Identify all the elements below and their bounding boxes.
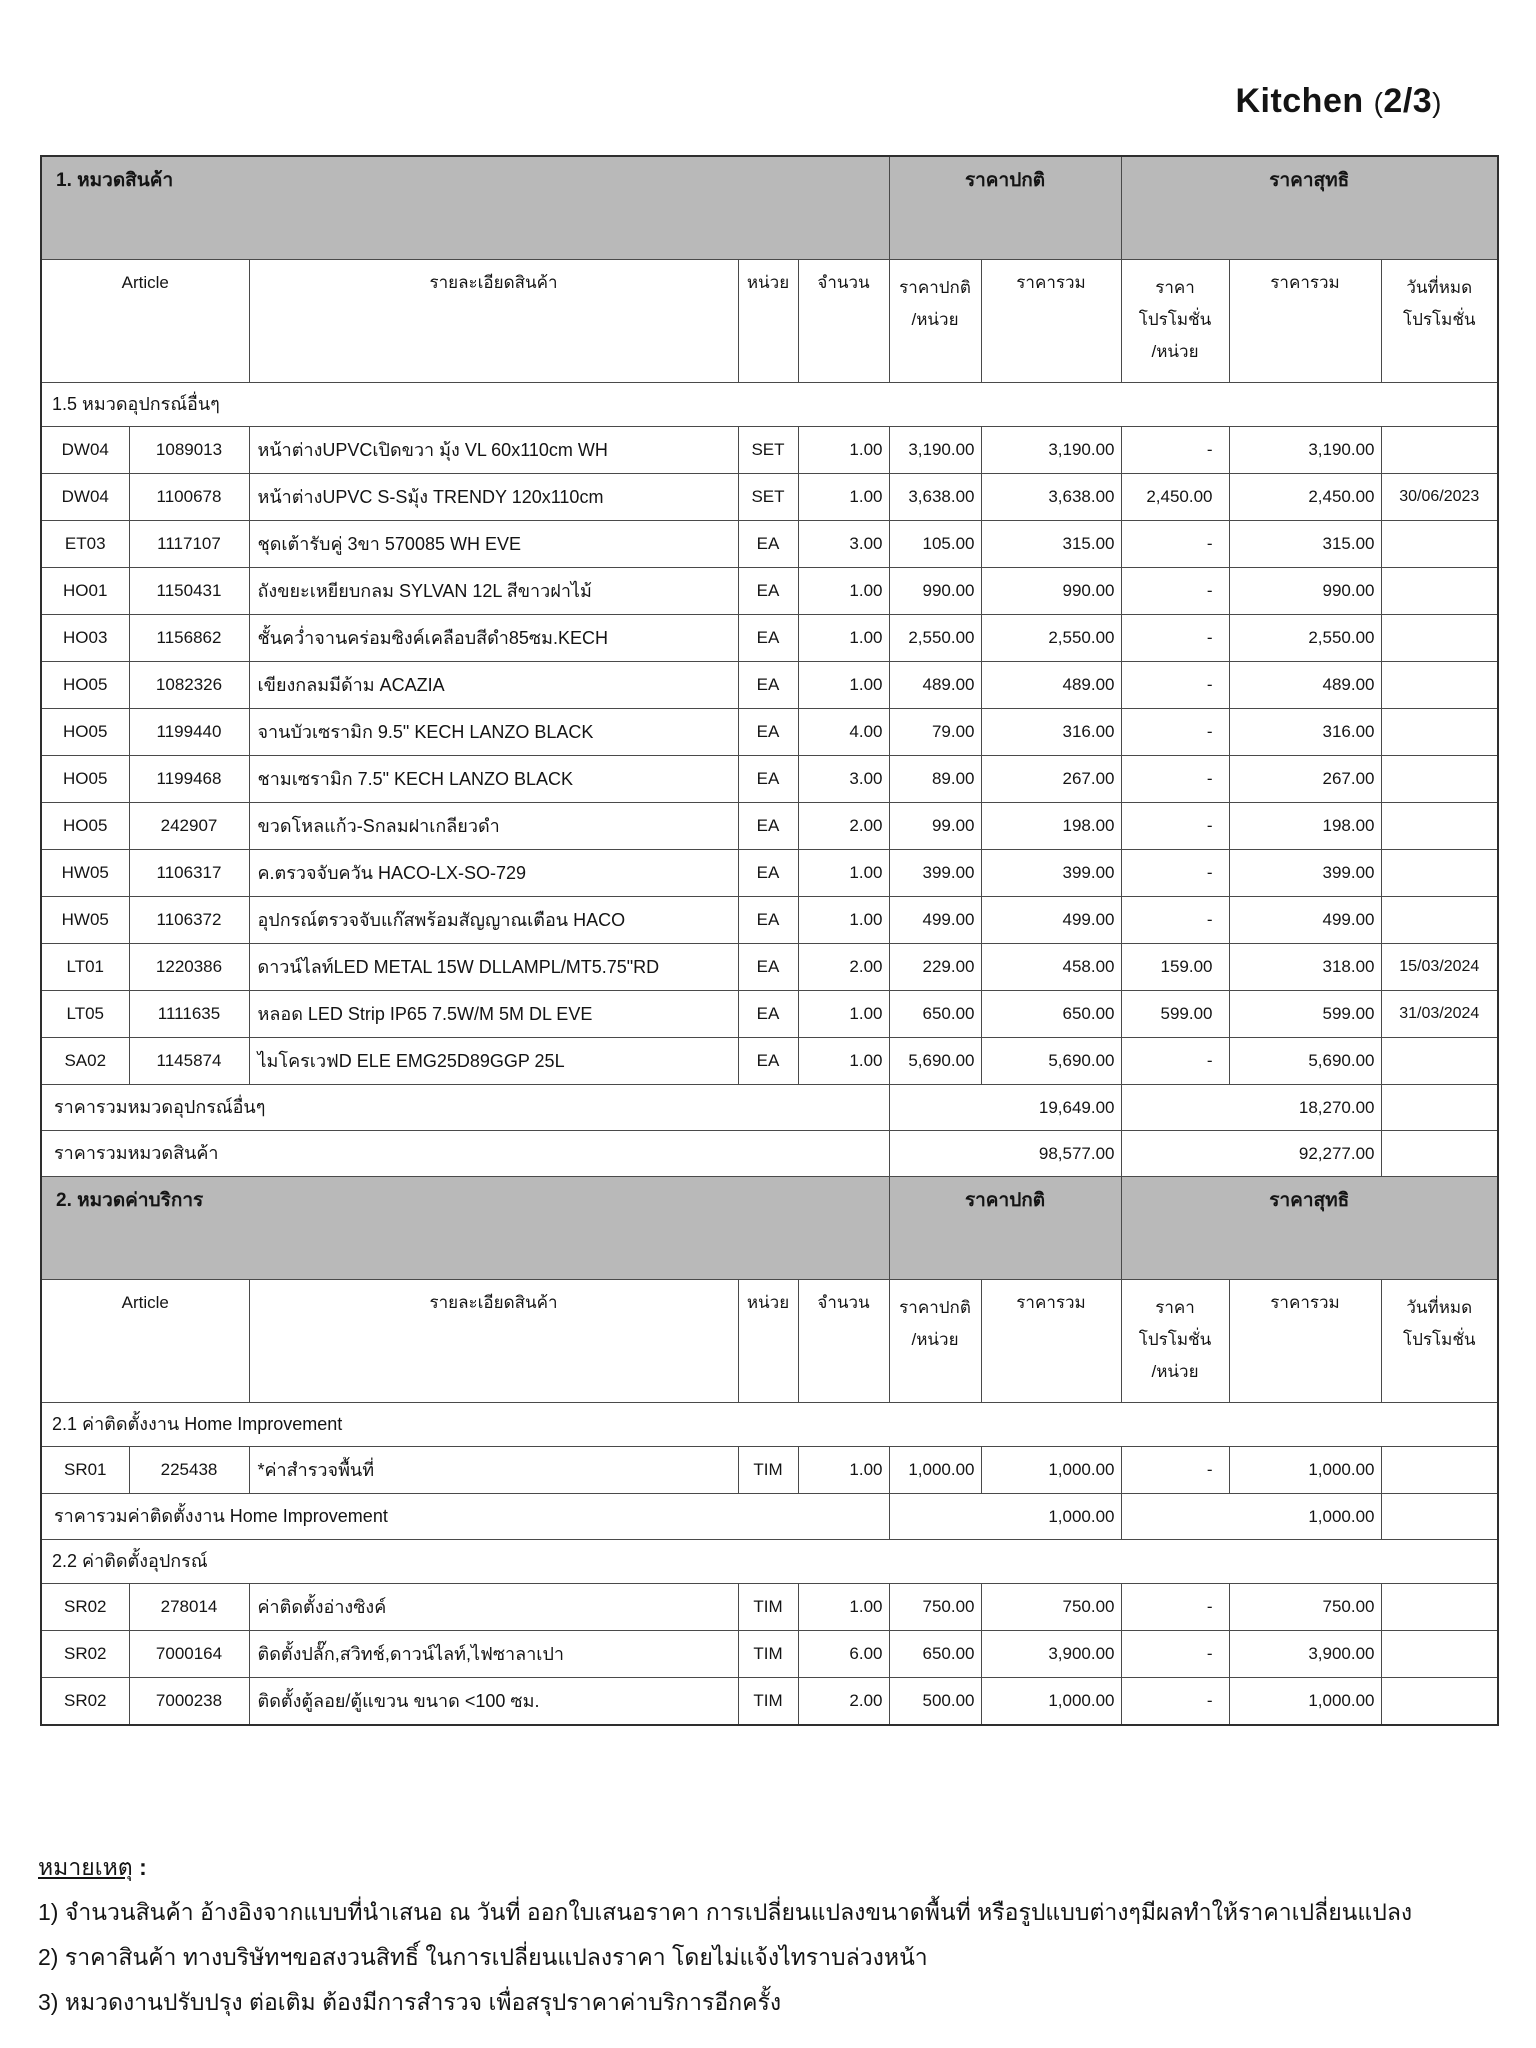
promo-total-cell: 318.00 xyxy=(1229,944,1381,991)
note-line: 2) ราคาสินค้า ทางบริษัทฯขอสงวนสิทธิ์ ในการเปลี่ยนแปลงราคา โดยไม่แจ้งไทราบล่วงหน้า xyxy=(38,1944,928,1970)
normal-total-cell: 267.00 xyxy=(981,756,1121,803)
promo-unit-price-cell: - xyxy=(1121,1447,1229,1494)
item-code: SR01 xyxy=(41,1447,129,1494)
table-row xyxy=(41,474,1498,521)
qty-cell: 1.00 xyxy=(798,615,889,662)
col-promo-end: วันที่หมด โปรโมชั่น xyxy=(1381,260,1498,383)
promo-end-cell xyxy=(1381,1038,1498,1085)
promo-unit-price-cell: - xyxy=(1121,521,1229,568)
subtotal-products-row xyxy=(41,1131,1498,1177)
promo-end-cell xyxy=(1381,1631,1498,1678)
item-code: HO05 xyxy=(41,709,129,756)
normal-unit-price-cell: 99.00 xyxy=(889,803,981,850)
unit-cell: EA xyxy=(738,991,798,1038)
table-row xyxy=(41,1678,1498,1726)
item-description: ชั้นคว่ำจานคร่อมซิงค์เคลือบสีดำ85ซม.KECH xyxy=(249,615,738,662)
promo-total-cell: 750.00 xyxy=(1229,1584,1381,1631)
promo-unit-price-cell: - xyxy=(1121,803,1229,850)
promo-unit-price-cell: - xyxy=(1121,568,1229,615)
item-code: LT05 xyxy=(41,991,129,1038)
promo-end-cell xyxy=(1381,1447,1498,1494)
subsection-2-1-title: 2.1 ค่าติดตั้งงาน Home Improvement xyxy=(41,1403,1498,1447)
normal-unit-price-cell: 89.00 xyxy=(889,756,981,803)
subtotal-net-total: 92,277.00 xyxy=(1121,1131,1381,1177)
item-code: SR02 xyxy=(41,1584,129,1631)
subtotal-normal-total: 19,649.00 xyxy=(889,1085,1121,1131)
group-net-price: ราคาสุทธิ xyxy=(1121,1177,1498,1280)
subtotal-empty-cell xyxy=(1381,1131,1498,1177)
item-code: LT01 xyxy=(41,944,129,991)
col-qty: จำนวน xyxy=(798,1280,889,1403)
promo-total-cell: 1,000.00 xyxy=(1229,1447,1381,1494)
article-number: 1199440 xyxy=(129,709,249,756)
unit-cell: EA xyxy=(738,756,798,803)
item-description: หน้าต่างUPVC S-Sมุ้ง TRENDY 120x110cm xyxy=(249,474,738,521)
col-promo-total: ราคารวม xyxy=(1229,260,1381,383)
note-line: 1) จำนวนสินค้า อ้างอิงจากแบบที่นำเสนอ ณ วันที่ ออกใบเสนอราคา การเปลี่ยนแปลงขนาดพื้นที่ หรือรูปแบบต่างๆมีผลทำให้ราคาเปลี่ยนแปลง xyxy=(38,1899,1413,1925)
notes-header: หมายเหตุ : xyxy=(38,1854,147,1880)
article-number: 1156862 xyxy=(129,615,249,662)
normal-unit-price-cell: 650.00 xyxy=(889,1631,981,1678)
promo-end-cell xyxy=(1381,803,1498,850)
promo-unit-price-cell: - xyxy=(1121,850,1229,897)
item-description: ติดตั้งตู้ลอย/ตู้แขวน ขนาด <100 ซม. xyxy=(249,1678,738,1726)
unit-cell: SET xyxy=(738,427,798,474)
subtotal-label: ราคารวมค่าติดตั้งงาน Home Improvement xyxy=(41,1494,889,1540)
article-number: 1100678 xyxy=(129,474,249,521)
section1-column-header xyxy=(41,260,1498,383)
article-number: 7000164 xyxy=(129,1631,249,1678)
promo-total-cell: 5,690.00 xyxy=(1229,1038,1381,1085)
item-code: HO03 xyxy=(41,615,129,662)
qty-cell: 1.00 xyxy=(798,568,889,615)
promo-unit-price-cell: - xyxy=(1121,427,1229,474)
item-description: อุปกรณ์ตรวจจับแก๊สพร้อมสัญญาณเตือน HACO xyxy=(249,897,738,944)
table-row xyxy=(41,850,1498,897)
qty-cell: 2.00 xyxy=(798,803,889,850)
normal-total-cell: 2,550.00 xyxy=(981,615,1121,662)
subtotal-label: ราคารวมหมวดอุปกรณ์อื่นๆ xyxy=(41,1085,889,1131)
normal-unit-price-cell: 650.00 xyxy=(889,991,981,1038)
qty-cell: 2.00 xyxy=(798,1678,889,1726)
qty-cell: 1.00 xyxy=(798,897,889,944)
normal-total-cell: 198.00 xyxy=(981,803,1121,850)
promo-total-cell: 2,550.00 xyxy=(1229,615,1381,662)
normal-unit-price-cell: 990.00 xyxy=(889,568,981,615)
promo-total-cell: 3,190.00 xyxy=(1229,427,1381,474)
section1-title: 1. หมวดสินค้า xyxy=(41,156,889,260)
normal-total-cell: 399.00 xyxy=(981,850,1121,897)
qty-cell: 1.00 xyxy=(798,427,889,474)
promo-unit-price-cell: - xyxy=(1121,1584,1229,1631)
table-row xyxy=(41,709,1498,756)
promo-end-cell xyxy=(1381,709,1498,756)
article-number: 1089013 xyxy=(129,427,249,474)
promo-total-cell: 315.00 xyxy=(1229,521,1381,568)
col-promo-end: วันที่หมด โปรโมชั่น xyxy=(1381,1280,1498,1403)
item-code: SR02 xyxy=(41,1678,129,1726)
table-row xyxy=(41,427,1498,474)
subtotal-label: ราคารวมหมวดสินค้า xyxy=(41,1131,889,1177)
qty-cell: 1.00 xyxy=(798,850,889,897)
article-number: 225438 xyxy=(129,1447,249,1494)
normal-unit-price-cell: 79.00 xyxy=(889,709,981,756)
item-description: เขียงกลมมีด้าม ACAZIA xyxy=(249,662,738,709)
article-number: 7000238 xyxy=(129,1678,249,1726)
page-title-number: 2/3 xyxy=(1383,82,1433,120)
col-description: รายละเอียดสินค้า xyxy=(249,1280,738,1403)
table-row xyxy=(41,803,1498,850)
table-row xyxy=(41,521,1498,568)
normal-unit-price-cell: 3,190.00 xyxy=(889,427,981,474)
item-description: ค่าติดตั้งอ่างซิงค์ xyxy=(249,1584,738,1631)
item-description: ขวดโหลแก้ว-Sกลมฝาเกลียวดำ xyxy=(249,803,738,850)
qty-cell: 1.00 xyxy=(798,474,889,521)
promo-end-cell xyxy=(1381,662,1498,709)
qty-cell: 1.00 xyxy=(798,1038,889,1085)
article-number: 278014 xyxy=(129,1584,249,1631)
normal-unit-price-cell: 489.00 xyxy=(889,662,981,709)
article-number: 1082326 xyxy=(129,662,249,709)
promo-end-cell: 31/03/2024 xyxy=(1381,991,1498,1038)
promo-total-cell: 499.00 xyxy=(1229,897,1381,944)
unit-cell: EA xyxy=(738,709,798,756)
quotation-table xyxy=(40,155,1499,1726)
promo-end-cell xyxy=(1381,897,1498,944)
unit-cell: EA xyxy=(738,803,798,850)
normal-unit-price-cell: 229.00 xyxy=(889,944,981,991)
subtotal-net-total: 18,270.00 xyxy=(1121,1085,1381,1131)
article-number: 242907 xyxy=(129,803,249,850)
subsection-2-2 xyxy=(41,1540,1498,1584)
unit-cell: TIM xyxy=(738,1447,798,1494)
promo-end-cell xyxy=(1381,615,1498,662)
item-description: ชามเซรามิก 7.5" KECH LANZO BLACK xyxy=(249,756,738,803)
item-code: SR02 xyxy=(41,1631,129,1678)
normal-total-cell: 3,900.00 xyxy=(981,1631,1121,1678)
qty-cell: 1.00 xyxy=(798,991,889,1038)
table-row xyxy=(41,615,1498,662)
item-code: HW05 xyxy=(41,850,129,897)
unit-cell: EA xyxy=(738,897,798,944)
promo-total-cell: 599.00 xyxy=(1229,991,1381,1038)
subtotal-empty-cell xyxy=(1381,1494,1498,1540)
unit-cell: EA xyxy=(738,850,798,897)
unit-cell: TIM xyxy=(738,1678,798,1726)
unit-cell: EA xyxy=(738,615,798,662)
normal-unit-price-cell: 750.00 xyxy=(889,1584,981,1631)
subsection-2-2-title: 2.2 ค่าติดตั้งอุปกรณ์ xyxy=(41,1540,1498,1584)
promo-unit-price-cell: 599.00 xyxy=(1121,991,1229,1038)
page-title-main: Kitchen xyxy=(1235,82,1364,120)
item-code: HO05 xyxy=(41,756,129,803)
subtotal-equipment-row xyxy=(41,1085,1498,1131)
normal-total-cell: 489.00 xyxy=(981,662,1121,709)
normal-total-cell: 3,638.00 xyxy=(981,474,1121,521)
section2-title: 2. หมวดค่าบริการ xyxy=(41,1177,889,1280)
promo-end-cell: 15/03/2024 xyxy=(1381,944,1498,991)
section2-band xyxy=(41,1177,1498,1280)
group-net-price: ราคาสุทธิ xyxy=(1121,156,1498,260)
item-code: DW04 xyxy=(41,474,129,521)
promo-end-cell xyxy=(1381,427,1498,474)
table-row xyxy=(41,756,1498,803)
qty-cell: 1.00 xyxy=(798,1447,889,1494)
article-number: 1117107 xyxy=(129,521,249,568)
table-row xyxy=(41,897,1498,944)
item-description: จานบัวเซรามิก 9.5" KECH LANZO BLACK xyxy=(249,709,738,756)
normal-unit-price-cell: 500.00 xyxy=(889,1678,981,1726)
normal-unit-price-cell: 5,690.00 xyxy=(889,1038,981,1085)
qty-cell: 2.00 xyxy=(798,944,889,991)
col-normal-total: ราคารวม xyxy=(981,260,1121,383)
item-description: หน้าต่างUPVCเปิดขวา มุ้ง VL 60x110cm WH xyxy=(249,427,738,474)
item-code: HO01 xyxy=(41,568,129,615)
col-unit: หน่วย xyxy=(738,260,798,383)
promo-total-cell: 489.00 xyxy=(1229,662,1381,709)
table-row xyxy=(41,1631,1498,1678)
col-article: Article xyxy=(41,1280,249,1403)
qty-cell: 3.00 xyxy=(798,521,889,568)
normal-total-cell: 650.00 xyxy=(981,991,1121,1038)
promo-unit-price-cell: - xyxy=(1121,756,1229,803)
promo-unit-price-cell: - xyxy=(1121,662,1229,709)
promo-end-cell xyxy=(1381,850,1498,897)
qty-cell: 1.00 xyxy=(798,1584,889,1631)
col-normal-unit-price: ราคาปกติ /หน่วย xyxy=(889,1280,981,1403)
normal-total-cell: 315.00 xyxy=(981,521,1121,568)
normal-unit-price-cell: 3,638.00 xyxy=(889,474,981,521)
promo-unit-price-cell: - xyxy=(1121,1678,1229,1726)
promo-total-cell: 1,000.00 xyxy=(1229,1678,1381,1726)
normal-total-cell: 5,690.00 xyxy=(981,1038,1121,1085)
table-row xyxy=(41,1038,1498,1085)
qty-cell: 6.00 xyxy=(798,1631,889,1678)
promo-unit-price-cell: - xyxy=(1121,709,1229,756)
col-promo-total: ราคารวม xyxy=(1229,1280,1381,1403)
item-code: SA02 xyxy=(41,1038,129,1085)
promo-end-cell xyxy=(1381,521,1498,568)
table-row xyxy=(41,991,1498,1038)
promo-total-cell: 990.00 xyxy=(1229,568,1381,615)
normal-unit-price-cell: 1,000.00 xyxy=(889,1447,981,1494)
subsection-1-5 xyxy=(41,383,1498,427)
article-number: 1106317 xyxy=(129,850,249,897)
item-code: ET03 xyxy=(41,521,129,568)
promo-unit-price-cell: 159.00 xyxy=(1121,944,1229,991)
item-code: HO05 xyxy=(41,803,129,850)
table-row xyxy=(41,1447,1498,1494)
normal-total-cell: 499.00 xyxy=(981,897,1121,944)
normal-unit-price-cell: 105.00 xyxy=(889,521,981,568)
unit-cell: EA xyxy=(738,1038,798,1085)
article-number: 1199468 xyxy=(129,756,249,803)
section2-column-header xyxy=(41,1280,1498,1403)
item-description: ค.ตรวจจับควัน HACO-LX-SO-729 xyxy=(249,850,738,897)
item-description: หลอด LED Strip IP65 7.5W/M 5M DL EVE xyxy=(249,991,738,1038)
normal-total-cell: 458.00 xyxy=(981,944,1121,991)
promo-unit-price-cell: - xyxy=(1121,615,1229,662)
col-normal-unit-price: ราคาปกติ /หน่วย xyxy=(889,260,981,383)
item-code: HO05 xyxy=(41,662,129,709)
col-article: Article xyxy=(41,260,249,383)
normal-unit-price-cell: 399.00 xyxy=(889,850,981,897)
normal-total-cell: 750.00 xyxy=(981,1584,1121,1631)
normal-total-cell: 3,190.00 xyxy=(981,427,1121,474)
notes-section xyxy=(38,1845,1498,2025)
item-description: ถังขยะเหยียบกลม SYLVAN 12L สีขาวฝาไม้ xyxy=(249,568,738,615)
item-description: ติดตั้งปลั๊ก,สวิทช์,ดาวน์ไลท์,ไฟซาลาเปา xyxy=(249,1631,738,1678)
normal-total-cell: 316.00 xyxy=(981,709,1121,756)
promo-end-cell xyxy=(1381,1584,1498,1631)
unit-cell: EA xyxy=(738,944,798,991)
normal-total-cell: 1,000.00 xyxy=(981,1447,1121,1494)
table-row xyxy=(41,1584,1498,1631)
subtotal-home-improvement-row xyxy=(41,1494,1498,1540)
normal-unit-price-cell: 2,550.00 xyxy=(889,615,981,662)
unit-cell: EA xyxy=(738,521,798,568)
item-code: HW05 xyxy=(41,897,129,944)
section1-band xyxy=(41,156,1498,260)
promo-total-cell: 2,450.00 xyxy=(1229,474,1381,521)
page-title-paren-open: ( xyxy=(1373,87,1384,118)
promo-unit-price-cell: - xyxy=(1121,1631,1229,1678)
normal-unit-price-cell: 499.00 xyxy=(889,897,981,944)
promo-total-cell: 399.00 xyxy=(1229,850,1381,897)
item-description: ชุดเต้ารับคู่ 3ขา 570085 WH EVE xyxy=(249,521,738,568)
col-normal-total: ราคารวม xyxy=(981,1280,1121,1403)
col-qty: จำนวน xyxy=(798,260,889,383)
article-number: 1150431 xyxy=(129,568,249,615)
subsection-2-1 xyxy=(41,1403,1498,1447)
table-row xyxy=(41,944,1498,991)
subtotal-net-total: 1,000.00 xyxy=(1121,1494,1381,1540)
promo-unit-price-cell: - xyxy=(1121,897,1229,944)
item-description: ไมโครเวฟD ELE EMG25D89GGP 25L xyxy=(249,1038,738,1085)
unit-cell: TIM xyxy=(738,1584,798,1631)
promo-end-cell xyxy=(1381,568,1498,615)
qty-cell: 4.00 xyxy=(798,709,889,756)
normal-total-cell: 990.00 xyxy=(981,568,1121,615)
unit-cell: TIM xyxy=(738,1631,798,1678)
promo-total-cell: 198.00 xyxy=(1229,803,1381,850)
promo-total-cell: 316.00 xyxy=(1229,709,1381,756)
article-number: 1106372 xyxy=(129,897,249,944)
promo-end-cell: 30/06/2023 xyxy=(1381,474,1498,521)
unit-cell: SET xyxy=(738,474,798,521)
col-promo-unit-price: ราคา โปรโมชั่น /หน่วย xyxy=(1121,260,1229,383)
promo-end-cell xyxy=(1381,756,1498,803)
group-normal-price: ราคาปกติ xyxy=(889,156,1121,260)
normal-total-cell: 1,000.00 xyxy=(981,1678,1121,1726)
qty-cell: 3.00 xyxy=(798,756,889,803)
promo-unit-price-cell: - xyxy=(1121,1038,1229,1085)
article-number: 1111635 xyxy=(129,991,249,1038)
subtotal-normal-total: 1,000.00 xyxy=(889,1494,1121,1540)
promo-end-cell xyxy=(1381,1678,1498,1726)
subtotal-empty-cell xyxy=(1381,1085,1498,1131)
article-number: 1220386 xyxy=(129,944,249,991)
subsection-1-5-title: 1.5 หมวดอุปกรณ์อื่นๆ xyxy=(41,383,1498,427)
item-description: *ค่าสำรวจพื้นที่ xyxy=(249,1447,738,1494)
page-title xyxy=(1235,82,1442,121)
article-number: 1145874 xyxy=(129,1038,249,1085)
item-description: ดาวน์ไลท์LED METAL 15W DLLAMPL/MT5.75"RD xyxy=(249,944,738,991)
promo-total-cell: 267.00 xyxy=(1229,756,1381,803)
page-title-paren-close: ) xyxy=(1432,87,1442,118)
group-normal-price: ราคาปกติ xyxy=(889,1177,1121,1280)
unit-cell: EA xyxy=(738,662,798,709)
col-unit: หน่วย xyxy=(738,1280,798,1403)
item-code: DW04 xyxy=(41,427,129,474)
qty-cell: 1.00 xyxy=(798,662,889,709)
note-line: 3) หมวดงานปรับปรุง ต่อเติม ต้องมีการสำรวจ เพื่อสรุปราคาค่าบริการอีกครั้ง xyxy=(38,1989,782,2015)
table-row xyxy=(41,662,1498,709)
table-row xyxy=(41,568,1498,615)
unit-cell: EA xyxy=(738,568,798,615)
col-description: รายละเอียดสินค้า xyxy=(249,260,738,383)
subtotal-normal-total: 98,577.00 xyxy=(889,1131,1121,1177)
promo-unit-price-cell: 2,450.00 xyxy=(1121,474,1229,521)
promo-total-cell: 3,900.00 xyxy=(1229,1631,1381,1678)
col-promo-unit-price: ราคา โปรโมชั่น /หน่วย xyxy=(1121,1280,1229,1403)
